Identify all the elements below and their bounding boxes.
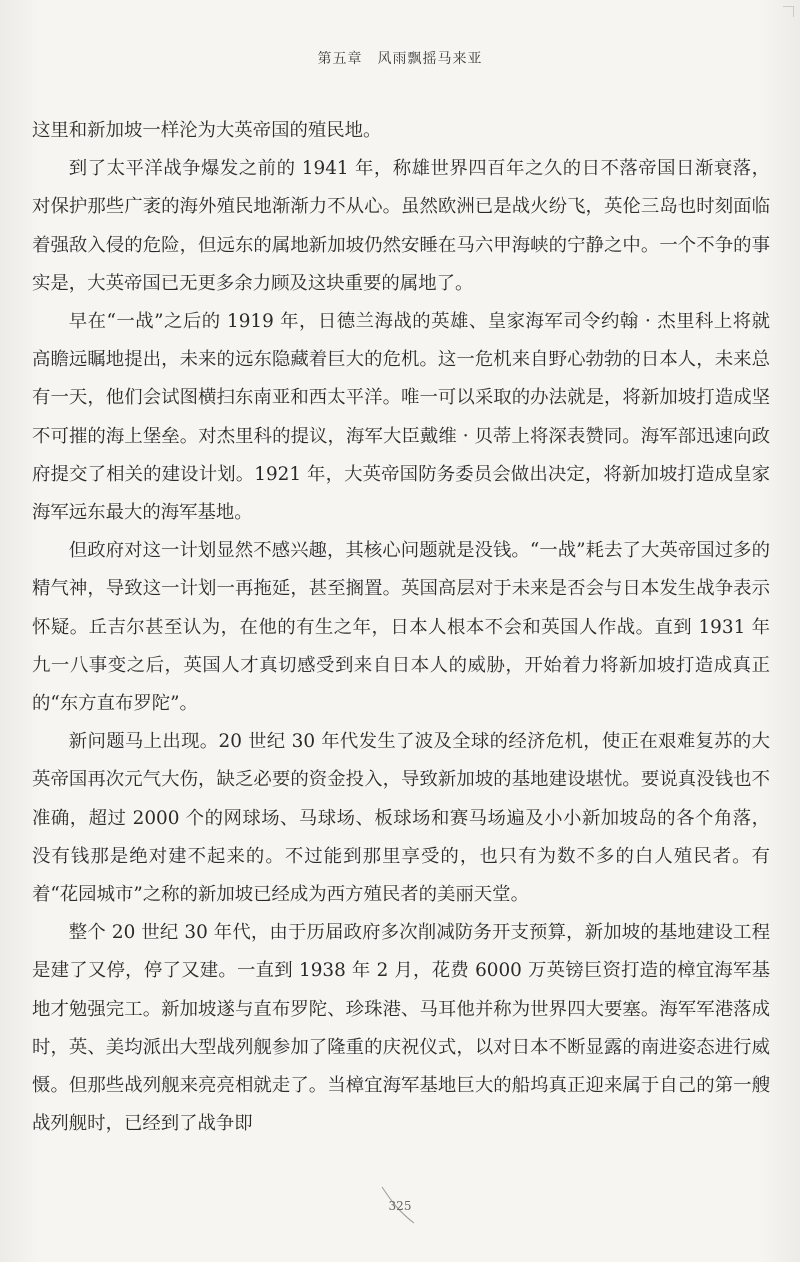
paragraph-4: 但政府对这一计划显然不感兴趣，其核心问题就是没钱。“一战”耗去了大英帝国过多的精气神，导致这一计划一再拖延，甚至搁置。英国高层对于未来是否会与日本发生战争表示怀疑。丘吉尔甚至认为，在他的有生之年，日本人根本不会和英国人作战。直到 1931 年九一八事变之后，英国人才真切感受到来自日本人的威胁，开始着力将新加坡打造成真正的“东方直布罗陀”。 [32,540,770,715]
paragraph-6: 整个 20 世纪 30 年代，由于历届政府多次削减防务开支预算，新加坡的基地建设工程是建了又停，停了又建。一直到 1938 年 2 月，花费 6000 万英镑巨资打造的樟宜海军基地才勉强完工。新加坡遂与直布罗陀、珍珠港、马耳他并称为世界四大要塞。海军军港落成时，英、美均派出大型战列舰参加了隆重的庆祝仪式，以对日本不断显露的南进姿态进行威慑。但那些战列舰来亮亮相就走了。当樟宜海军基地巨大的船坞真正迎来属于自己的第一艘战列舰时，已经到了战争即 [32,922,770,1135]
running-head: 第五章 风雨飘摇马来亚 [317,51,483,67]
paragraph-2: 到了太平洋战争爆发之前的 1941 年，称雄世界四百年之久的日不落帝国日渐衰落，对保护那些广袤的海外殖民地渐渐力不从心。虽然欧洲已是战火纷飞，英伦三岛也时刻面临着强敌入侵的危险，但远东的属地新加坡仍然安睡在马六甲海峡的宁静之中。一个不争的事实是，大英帝国已无更多余力顾及这块重要的属地了。 [32,158,770,294]
page-number: 325 [388,1199,412,1213]
paragraph-5: 新问题马上出现。20 世纪 30 年代发生了波及全球的经济危机，使正在艰难复苏的大英帝国再次元气大伤，缺乏必要的资金投入，导致新加坡的基地建设堪忧。要说真没钱也不准确，超过 2000 个的网球场、马球场、板球场和赛马场遍及小小新加坡岛的各个角落，没有钱那是绝对建不起来的。不过能到那里享受的，也只有为数不多的白人殖民者。有着“花园城市”之称的新加坡已经成为西方殖民者的美丽天堂。 [32,731,770,906]
paragraph-3: 早在“一战”之后的 1919 年，日德兰海战的英雄、皇家海军司令约翰 · 杰里科上将就高瞻远瞩地提出，未来的远东隐藏着巨大的危机。这一危机来自野心勃勃的日本人，未来总有一天，他们会试图横扫东南亚和西太平洋。唯一可以采取的办法就是，将新加坡打造成坚不可摧的海上堡垒。对杰里科的提议，海军大臣戴维 · 贝蒂上将深表赞同。海军部迅速向政府提交了相关的建设计划。1921 年，大英帝国防务委员会做出决定，将新加坡打造成皇家海军远东最大的海军基地。 [32,311,770,524]
body-text [32,112,770,1143]
page-corner-mark [783,6,794,17]
paragraph-1: 这里和新加坡一样沦为大英帝国的殖民地。 [32,120,382,141]
